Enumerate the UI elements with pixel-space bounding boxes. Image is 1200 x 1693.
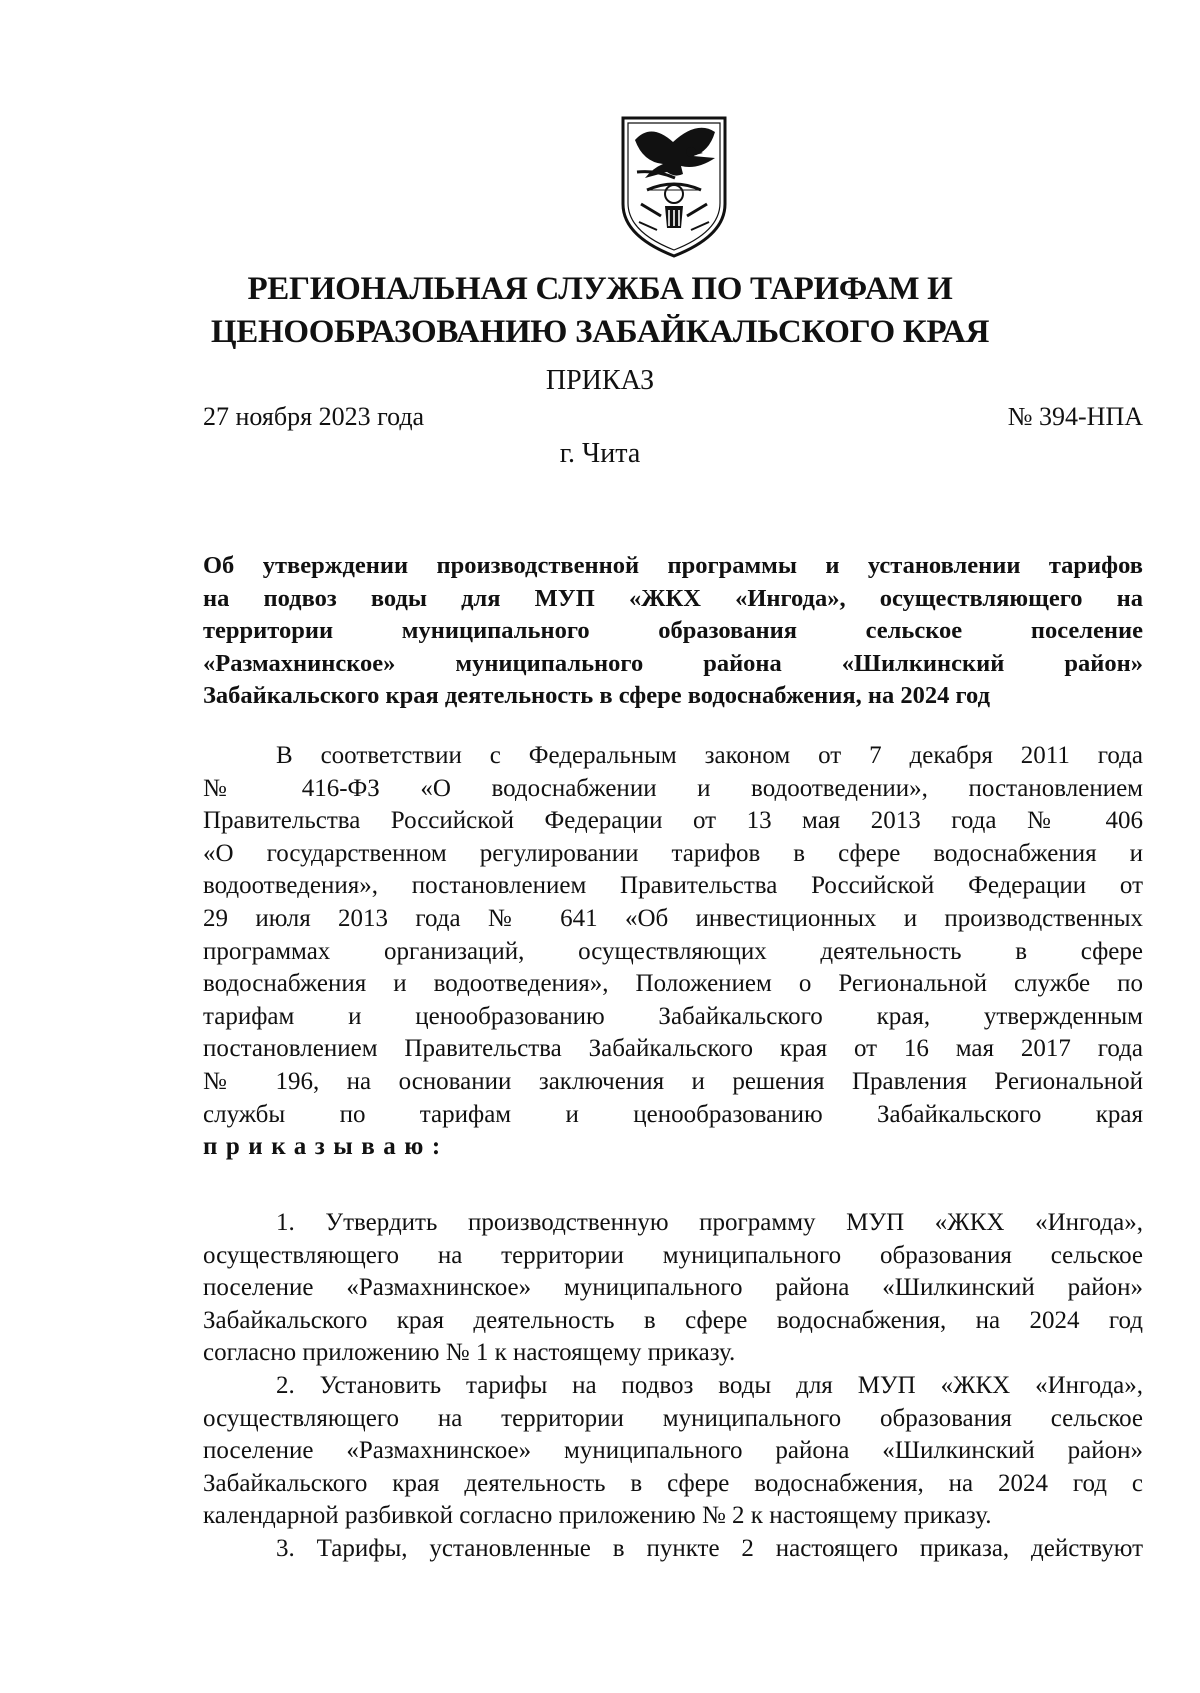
preamble-line: программах организаций, осуществляющих деятельность в сфере — [203, 937, 1143, 965]
order-item-1 — [203, 1207, 1143, 1370]
order-item-2 — [203, 1370, 1143, 1533]
preamble-line: службы по тарифам и ценообразованию Забайкальского края — [203, 1100, 1143, 1128]
preamble-line: № 196, на основании заключения и решения Правления Региональной — [203, 1067, 1143, 1095]
subject-line: Об утверждении производственной программы и установлении тарифов — [203, 552, 1143, 579]
organization-title-line-1: РЕГИОНАЛЬНАЯ СЛУЖБА ПО ТАРИФАМ И — [247, 271, 953, 307]
document-city: г. Чита — [559, 438, 641, 469]
organization-title-line-2: ЦЕНООБРАЗОВАНИЮ ЗАБАЙКАЛЬСКОГО КРАЯ — [210, 314, 990, 350]
document-date: 27 ноября 2023 года — [203, 402, 425, 431]
document-type: ПРИКАЗ — [545, 365, 655, 396]
item-line: поселение «Размахнинское» муниципального района «Шилкинский район» — [203, 1437, 1143, 1465]
preamble-line: «О государственном регулировании тарифов в сфере водоснабжения и — [203, 839, 1143, 867]
subject-line: территории муниципального образования сельское поселение — [203, 617, 1143, 644]
subject-line: на подвоз воды для МУП «ЖКХ «Ингода», осуществляющего на — [203, 584, 1143, 612]
item-line: согласно приложению № 1 к настоящему приказу. — [203, 1339, 736, 1367]
subject-line: Забайкальского края деятельность в сфере водоснабжения, на 2024 год — [203, 682, 990, 709]
item-line: календарной разбивкой согласно приложению № 2 к настоящему приказу. — [203, 1502, 992, 1530]
preamble-line: № 416-ФЗ «О водоснабжении и водоотведении», постановлением — [203, 774, 1143, 802]
item-line: осуществляющего на территории муниципального образования сельское — [203, 1404, 1143, 1432]
item-line: 3. Тарифы, установленные в пункте 2 настоящего приказа, действуют — [276, 1535, 1143, 1562]
preamble-line: водоотведения», постановлением Правительства Российской Федерации от — [203, 872, 1143, 900]
preamble-line: тарифам и ценообразованию Забайкальского края, утвержденным — [203, 1002, 1143, 1030]
item-line: Забайкальского края деятельность в сфере водоснабжения, на 2024 год — [203, 1306, 1143, 1334]
item-line: 2. Установить тарифы на подвоз воды для МУП «ЖКХ «Ингода», — [276, 1372, 1143, 1399]
item-line: 1. Утвердить производственную программу МУП «ЖКХ «Ингода», — [276, 1209, 1143, 1236]
preamble-paragraph — [203, 740, 1143, 1164]
order-item-3 — [203, 1533, 1143, 1566]
subject-line: «Размахнинское» муниципального района «Шилкинский район» — [203, 649, 1143, 677]
item-line: поселение «Размахнинское» муниципального района «Шилкинский район» — [203, 1274, 1143, 1302]
document-subject — [203, 550, 1143, 713]
preamble-line: В соответствии с Федеральным законом от 7 декабря 2011 года — [276, 742, 1143, 769]
preamble-line: водоснабжения и водоотведения», Положением о Региональной службе по — [203, 970, 1143, 998]
coat-of-arms-icon — [617, 112, 731, 260]
item-line: Забайкальского края деятельность в сфере водоснабжения, на 2024 год с — [203, 1469, 1143, 1497]
document-number: № 394-НПА — [1007, 402, 1143, 431]
preamble-line: Правительства Российской Федерации от 13 мая 2013 года № 406 — [203, 807, 1143, 835]
preamble-line: постановлением Правительства Забайкальского края от 16 мая 2017 года — [203, 1035, 1143, 1063]
item-line: осуществляющего на территории муниципального образования сельское — [203, 1241, 1143, 1269]
preamble-line: 29 июля 2013 года № 641 «Об инвестиционных и производственных — [203, 904, 1143, 932]
order-word: приказываю: — [203, 1133, 449, 1161]
